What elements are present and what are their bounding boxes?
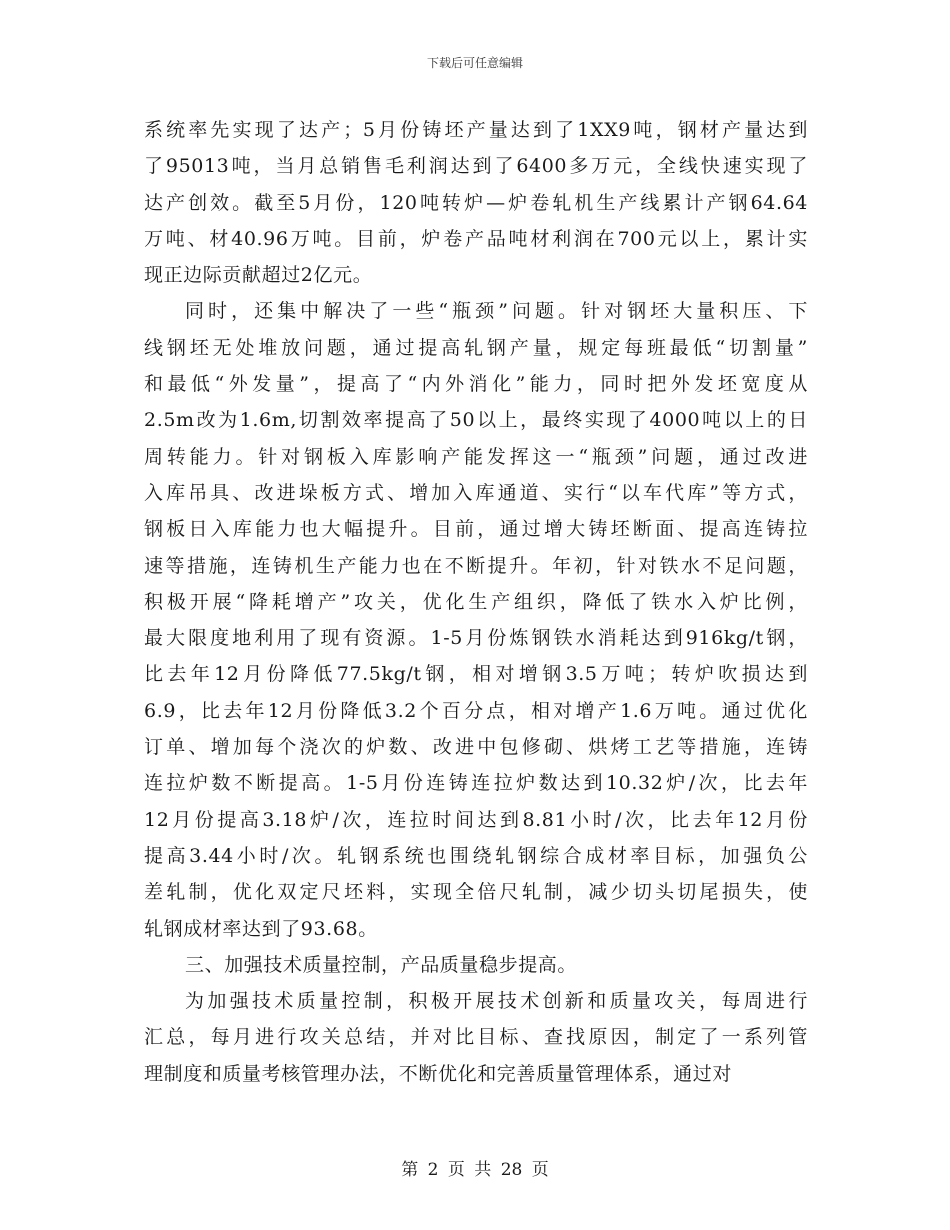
text-line: 6.9，比去年12月份降低3.2个百分点，相对增产1.6万吨。通过优化 — [144, 699, 808, 722]
page-header-note: 下载后可任意编辑 — [426, 56, 523, 70]
text-line: 入库吊具、改进垛板方式、增加入库通道、实行“以车代库”等方式， — [144, 481, 808, 504]
text-line: 系统率先实现了达产；5月份铸坯产量达到了1XX9吨，钢材产量达到 — [144, 119, 808, 141]
text-line: 提高3.44小时/次。轧钢系统也围绕轧钢综合成材率目标，加强负公 — [144, 844, 808, 867]
paragraph — [144, 293, 808, 946]
text-line: 积极开展“降耗增产”攻关，优化生产组织，降低了铁水入炉比例， — [144, 590, 808, 613]
text-line: 最大限度地利用了现有资源。1-5月份炼钢铁水消耗达到916kg/t钢， — [144, 627, 808, 650]
text-line: 为加强技术质量控制，积极开展技术创新和质量攻关，每周进行 — [185, 990, 808, 1013]
paragraph — [144, 983, 808, 1092]
text-line: 理制度和质量考核管理办法，不断优化和完善质量管理体系，通过对 — [144, 1062, 733, 1085]
text-line: 周转能力。针对钢板入库影响产能发挥这一“瓶颈”问题，通过改进 — [144, 445, 808, 468]
paragraph — [144, 947, 808, 983]
text-line: 12月份提高3.18炉/次，连拉时间达到8.81小时/次，比去年12月份 — [144, 808, 808, 831]
text-line: 同时，还集中解决了一些“瓶颈”问题。针对钢坯大量积压、下 — [185, 300, 808, 323]
text-line: 钢板日入库能力也大幅提升。目前，通过增大铸坯断面、提高连铸拉 — [144, 518, 808, 541]
text-line: 轧钢成材率达到了93.68。 — [144, 917, 378, 940]
text-line: 速等措施，连铸机生产能力也在不断提升。年初，针对铁水不足问题， — [144, 554, 808, 577]
text-line: 和最低“外发量”，提高了“内外消化”能力，同时把外发坯宽度从 — [144, 373, 808, 396]
text-line: 线钢坯无处堆放问题，通过提高轧钢产量，规定每班最低“切割量” — [144, 336, 808, 359]
text-line: 万吨、材40.96万吨。目前，炉卷产品吨材利润在700元以上，累计实 — [144, 227, 808, 250]
text-line: 了95013吨，当月总销售毛利润达到了6400多万元，全线快速实现了 — [144, 155, 808, 178]
page-number-footer: 第 2 页 共 28 页 — [401, 1160, 549, 1180]
document-body — [144, 112, 808, 1092]
text-line: 连拉炉数不断提高。1-5月份连铸连拉炉数达到10.32炉/次，比去年 — [144, 772, 808, 795]
text-line: 2.5m改为1.6m,切割效率提高了50以上，最终实现了4000吨以上的日 — [144, 409, 808, 432]
paragraph — [144, 112, 808, 293]
text-line: 订单、增加每个浇次的炉数、改进中包修砌、烘烤工艺等措施，连铸 — [144, 736, 808, 759]
text-line: 现正边际贡献超过2亿元。 — [144, 264, 373, 287]
text-line: 汇总，每月进行攻关总结，并对比目标、查找原因，制定了一系列管 — [144, 1026, 808, 1049]
text-line: 比去年12月份降低77.5kg/t钢，相对增钢3.5万吨；转炉吹损达到 — [144, 663, 808, 686]
text-line: 达产创效。截至5月份，120吨转炉—炉卷轧机生产线累计产钢64.64 — [144, 191, 808, 214]
text-line: 差轧制，优化双定尺坯料，实现全倍尺轧制，减少切头切尾损失，使 — [144, 881, 808, 904]
text-line: 三、加强技术质量控制，产品质量稳步提高。 — [185, 953, 578, 976]
